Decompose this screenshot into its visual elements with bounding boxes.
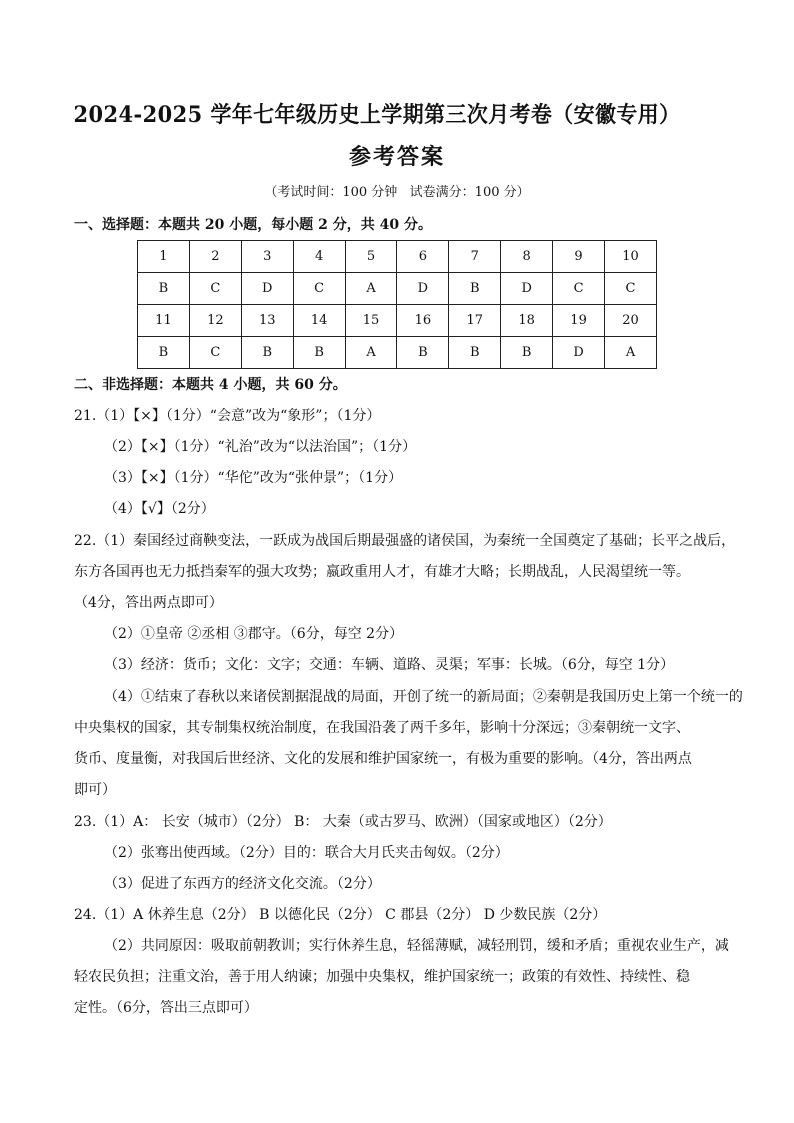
table-cell: A [345,337,397,369]
table-cell: A [345,273,397,305]
section-1-heading: 一、选择题：本题共 20 小题，每小题 2 分，共 40 分。 [74,217,432,233]
table-cell: 3 [241,241,293,273]
q21-line-4: （4）【√】（2分） [104,501,215,517]
table-cell: 2 [189,241,241,273]
q22-line-7: 中央集权的国家，其专制集权统治制度，在我国沿袭了两千多年，影响十分深远；③秦朝统一文字、 [74,720,690,736]
q22-line-5: （3）经济：货币；文化：文字；交通：车辆、道路、灵渠；军事：长城。（6分，每空 1分） [104,657,675,673]
q24-line-2: （2）共同原因：吸取前朝教训；实行休养生息，轻徭薄赋，减轻刑罚，缓和矛盾；重视农业生产，减 [104,938,729,954]
table-cell: B [138,273,190,305]
q22-line-6: （4）①结束了春秋以来诸侯割据混战的局面，开创了统一的新局面；②秦朝是我国历史上第一个统一的 [104,689,743,705]
q21-line-3: （3）【×】（1分）“华佗”改为“张仲景”；（1分） [104,470,403,486]
table-cell: C [189,337,241,369]
table-cell: B [449,337,501,369]
table-cell: 13 [241,305,293,337]
table-row [138,273,657,305]
table-cell: 8 [501,241,553,273]
table-row [138,241,657,273]
q23-line-2: （2）张骞出使西域。（2分）目的：联合大月氏夹击匈奴。（2分） [104,845,509,861]
table-cell: C [189,273,241,305]
table-cell: 12 [189,305,241,337]
table-cell: B [241,337,293,369]
table-cell: 19 [553,305,605,337]
q23-line-1: 23.（1）A： 长安（城市）（2分） B： 大秦（或古罗马、欧洲）（国家或地区）（2分） [74,814,612,830]
q22-line-2: 东方各国再也无力抵挡秦军的强大攻势；嬴政重用人才，有雄才大略；长期战乱，人民渴望统一等。 [74,564,690,580]
table-cell: 14 [293,305,345,337]
q24-line-1: 24.（1）A 休养生息（2分） B 以德化民（2分） C 郡县（2分） D 少数民族（2分） [74,907,607,923]
table-cell: C [605,273,657,305]
table-cell: D [501,273,553,305]
table-cell: 7 [449,241,501,273]
table-cell: D [553,337,605,369]
table-row [138,305,657,337]
q24-line-4: 定性。（6分，答出三点即可） [74,1000,258,1016]
table-cell: 10 [605,241,657,273]
q23-line-3: （3）促进了东西方的经济文化交流。（2分） [104,876,381,892]
table-row [138,337,657,369]
q22-line-3: （4分，答出两点即可） [74,595,223,611]
table-cell: 15 [345,305,397,337]
table-cell: 20 [605,305,657,337]
table-cell: B [501,337,553,369]
answer-table [137,240,657,369]
table-cell: 16 [397,305,449,337]
q22-line-8: 货币、度量衡，对我国后世经济、文化的发展和维护国家统一，有极为重要的影响。（4分，答出两点 [74,751,692,767]
table-cell: 1 [138,241,190,273]
q22-line-9: 即可） [74,782,116,798]
q22-line-1: 22.（1）秦国经过商鞅变法，一跃成为战国后期最强盛的诸侯国，为秦统一全国奠定了基础；长平之战后， [74,533,736,549]
table-cell: 17 [449,305,501,337]
document-subtitle: 参考答案 [348,144,445,170]
table-cell: B [449,273,501,305]
section-2-heading: 二、非选择题：本题共 4 小题，共 60 分。 [74,377,347,393]
q21-line-1: 21.（1）【×】（1分）“会意”改为“象形”；（1分） [74,408,381,424]
table-cell: 4 [293,241,345,273]
table-cell: B [293,337,345,369]
table-cell: D [397,273,449,305]
table-cell: B [138,337,190,369]
table-cell: C [293,273,345,305]
table-cell: 6 [397,241,449,273]
table-cell: 11 [138,305,190,337]
table-cell: 5 [345,241,397,273]
q21-line-2: （2）【×】（1分）“礼治”改为“以法治国”；（1分） [104,439,417,455]
document-title: 2024-2025 学年七年级历史上学期第三次月考卷（安徽专用） [73,102,681,128]
table-cell: 18 [501,305,553,337]
table-cell: A [605,337,657,369]
table-cell: 9 [553,241,605,273]
q22-line-4: （2）①皇帝 ②丞相 ③郡守。（6分，每空 2分） [104,626,404,642]
q24-line-3: 轻农民负担；注重文治，善于用人纳谏；加强中央集权，维护国家统一；政策的有效性、持续性、稳 [74,969,690,985]
table-cell: B [397,337,449,369]
exam-info: （考试时间：100 分钟 试卷满分：100 分） [264,185,530,200]
table-cell: C [553,273,605,305]
table-cell: D [241,273,293,305]
